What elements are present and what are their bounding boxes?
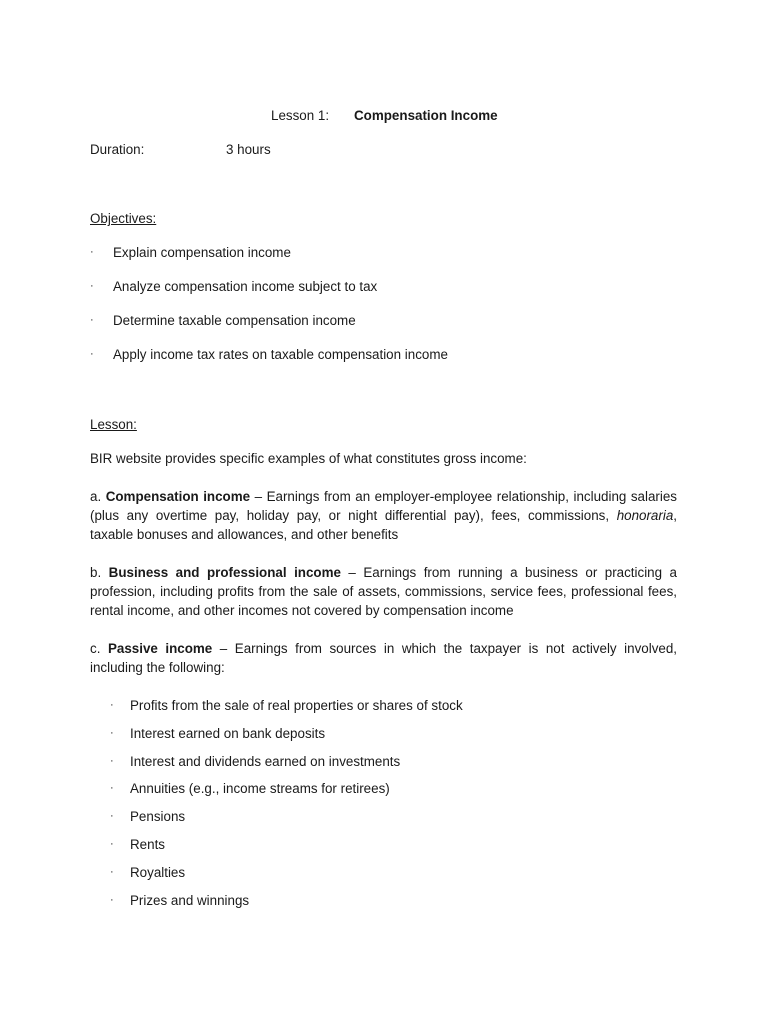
paragraph-text: , taxable bonuses and allowances, and other benefits <box>90 508 677 543</box>
paragraph-business-income <box>90 563 677 621</box>
objectives-heading: Objectives: <box>90 211 157 226</box>
term-passive-income: Passive income <box>107 641 213 656</box>
bullet-icon: · <box>110 727 114 739</box>
paragraph-prefix: b. <box>90 565 109 580</box>
bullet-icon: · <box>90 314 94 326</box>
paragraph-compensation-income <box>90 487 677 545</box>
objective-item: Apply income tax rates on taxable compensation income <box>113 347 448 362</box>
passive-income-item: Annuities (e.g., income streams for retirees) <box>130 781 390 796</box>
paragraph-text: – Earnings from an employer-employee relationship, including salaries (plus any overtime pay, holiday pay, or night differential pay), fees, commissions, <box>90 489 677 524</box>
term-compensation-income: Compensation income <box>105 489 251 504</box>
paragraph-text: – Earnings from sources in which the taxpayer is not actively involved, including the following: <box>90 641 678 676</box>
lesson-intro: BIR website provides specific examples of what constitutes gross income: <box>90 451 527 466</box>
objective-item: Analyze compensation income subject to tax <box>113 279 378 294</box>
bullet-icon: · <box>110 866 114 878</box>
bullet-icon: · <box>110 894 114 906</box>
lesson-heading: Lesson: <box>90 417 137 432</box>
bullet-icon: · <box>90 348 94 360</box>
bullet-icon: · <box>90 246 94 258</box>
objective-item: Explain compensation income <box>113 245 291 260</box>
passive-income-item: Royalties <box>130 865 186 880</box>
duration-label: Duration: <box>90 142 145 157</box>
passive-income-item: Interest and dividends earned on investments <box>130 754 401 769</box>
bullet-icon: · <box>110 810 114 822</box>
passive-income-item: Rents <box>130 837 165 852</box>
passive-income-item: Pensions <box>130 809 186 824</box>
passive-income-item: Interest earned on bank deposits <box>130 726 326 741</box>
objective-item: Determine taxable compensation income <box>113 313 356 328</box>
bullet-icon: · <box>110 838 114 850</box>
bullet-icon: · <box>90 280 94 292</box>
paragraph-text: – Earnings from running a business or practicing a profession, including profits from the sale of assets, commissions, service fees, professional fees, rental income, and other incomes not covered by compensation income <box>90 565 677 619</box>
lesson-number: Lesson 1: <box>271 108 330 123</box>
duration-value: 3 hours <box>226 142 271 157</box>
term-honoraria: honoraria <box>616 508 674 524</box>
passive-income-item: Profits from the sale of real properties or shares of stock <box>130 698 463 713</box>
bullet-icon: · <box>110 699 114 711</box>
paragraph-prefix: c. <box>90 641 108 656</box>
bullet-icon: · <box>110 755 114 767</box>
term-business-income: Business and professional income <box>108 565 341 580</box>
passive-income-item: Prizes and winnings <box>130 893 250 908</box>
lesson-title: Compensation Income <box>354 108 498 123</box>
paragraph-prefix: a. <box>90 489 106 504</box>
paragraph-passive-income <box>90 639 677 677</box>
bullet-icon: · <box>110 782 114 794</box>
